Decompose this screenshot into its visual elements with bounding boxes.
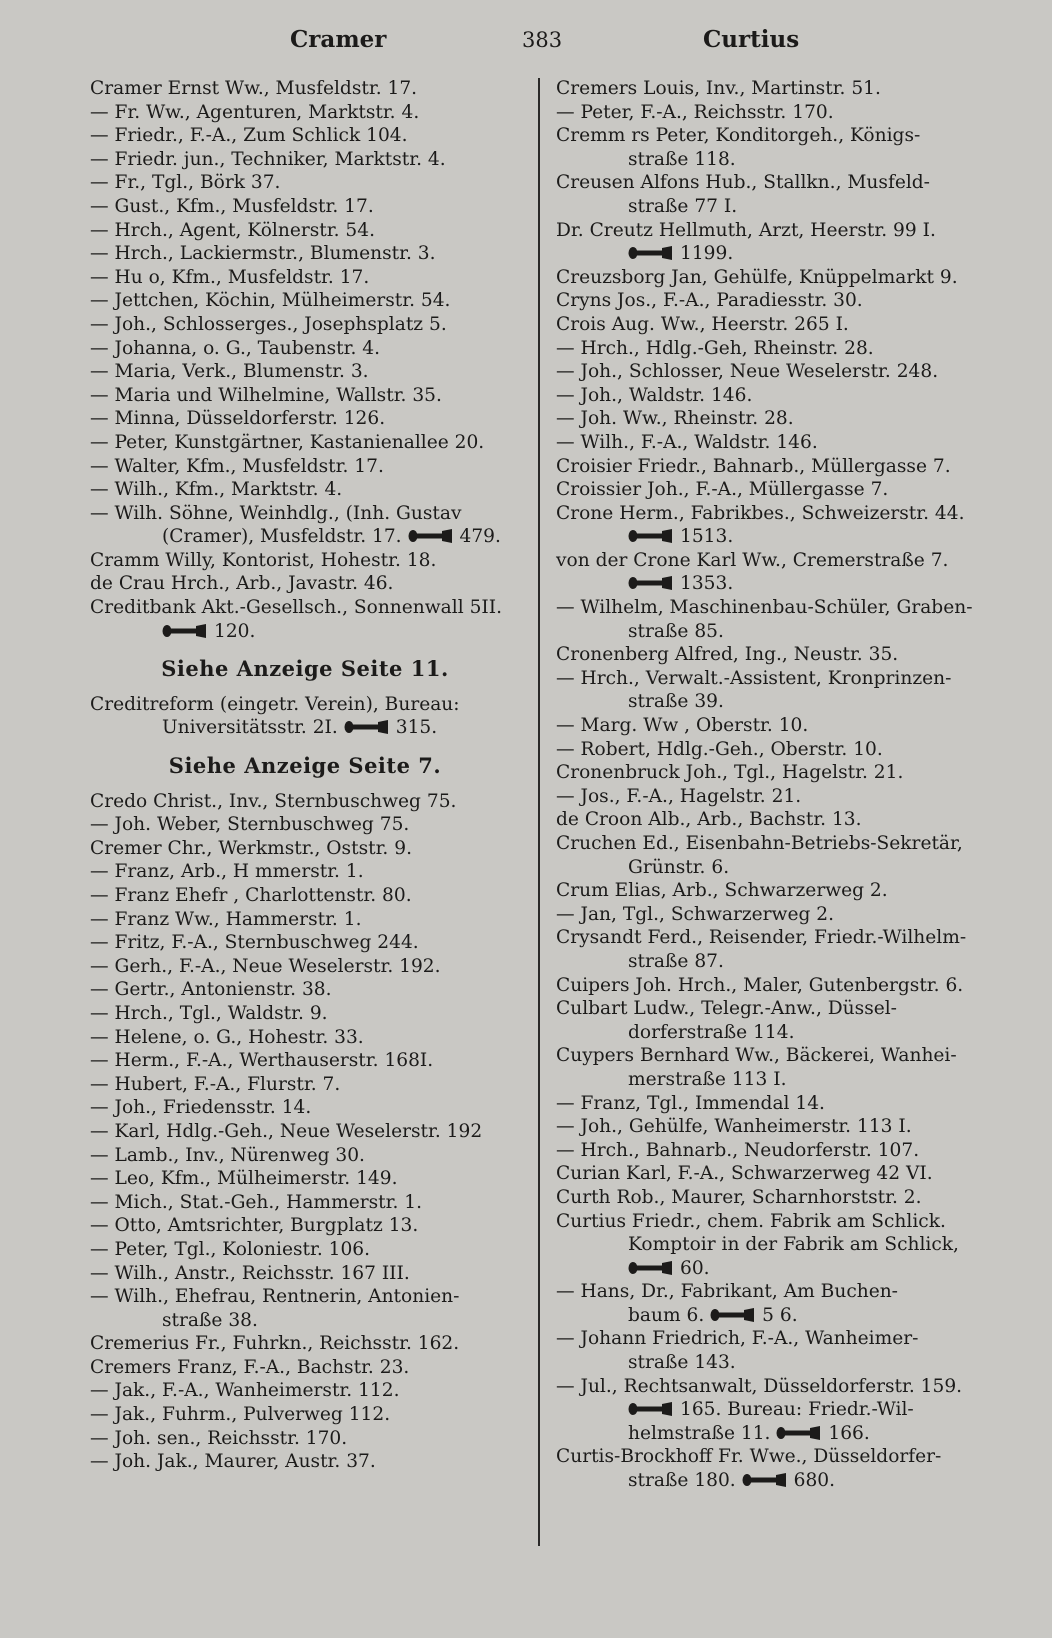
- entry-line: — Peter, F.-A., Reichsstr. 170.: [556, 101, 834, 123]
- entry-continuation-line: straße 38.: [162, 1309, 258, 1331]
- entry-line: Crone Herm., Fabrikbes., Schweizerstr. 44.: [556, 502, 965, 524]
- entry-line: — Leo, Kfm., Mülheimerstr. 149.: [90, 1168, 398, 1190]
- directory-entry: [556, 832, 986, 879]
- entry-line: — Marg. Ww , Oberstr. 10.: [556, 715, 809, 737]
- entry-continuation-line: merstraße 113 I.: [628, 1068, 787, 1090]
- entry-line: Curtius Friedr., chem. Fabrik am Schlick.: [556, 1210, 946, 1232]
- entry-continuation-line: 60.: [556, 1257, 986, 1281]
- directory-entry: [90, 596, 520, 643]
- directory-entry: [556, 478, 986, 502]
- entry-line: — Friedr. jun., Techniker, Marktstr. 4.: [90, 148, 446, 170]
- directory-entry: [90, 1356, 520, 1380]
- directory-entry: [556, 101, 986, 125]
- directory-entry: [556, 997, 986, 1044]
- telephone-icon: [162, 624, 208, 638]
- telephone-icon: [776, 1426, 822, 1440]
- directory-entry: [556, 974, 986, 998]
- entry-line: Cramm Willy, Kontorist, Hohestr. 18.: [90, 549, 437, 571]
- directory-entry: [90, 171, 520, 195]
- directory-entry: [90, 455, 520, 479]
- directory-entry: [90, 1096, 520, 1120]
- entry-line: — Hubert, F.-A., Flurstr. 7.: [90, 1073, 341, 1095]
- entry-line: — Joh. Ww., Rheinstr. 28.: [556, 408, 794, 430]
- entry-line: — Wilh., F.-A., Waldstr. 146.: [556, 431, 818, 453]
- entry-continuation-line: straße 77 I.: [628, 195, 738, 217]
- entry-line: — Wilh., Anstr., Reichsstr. 167 III.: [90, 1262, 410, 1284]
- entry-line: Cremer Chr., Werkmstr., Oststr. 9.: [90, 837, 412, 859]
- entry-continuation-line: baum 6. 5 6.: [628, 1304, 798, 1326]
- entry-line: — Gust., Kfm., Musfeldstr. 17.: [90, 195, 374, 217]
- entry-line: Crum Elias, Arb., Schwarzerweg 2.: [556, 880, 888, 902]
- directory-entry: [90, 1450, 520, 1474]
- directory-entry: [90, 1120, 520, 1144]
- entry-continuation-line: straße 39.: [628, 691, 724, 713]
- entry-line: — Lamb., Inv., Nürenweg 30.: [90, 1144, 365, 1166]
- entry-line: — Wilh., Kfm., Marktstr. 4.: [90, 479, 343, 501]
- directory-entry: [556, 926, 986, 973]
- directory-entry: [90, 908, 520, 932]
- directory-entry: [556, 903, 986, 927]
- entry-line: — Johann Friedrich, F.-A., Wanheimer-: [556, 1328, 919, 1350]
- directory-entry: [90, 931, 520, 955]
- entry-line: Cuipers Joh. Hrch., Maler, Gutenbergstr. 6.: [556, 974, 964, 996]
- entry-line: — Gertr., Antonienstr. 38.: [90, 979, 332, 1001]
- directory-entry: [556, 643, 986, 667]
- entry-line: — Wilh., Ehefrau, Rentnerin, Antonien-: [90, 1286, 460, 1308]
- entry-continuation-line: Universitätsstr. 2I. 315.: [162, 717, 438, 739]
- entry-line: Curian Karl, F.-A., Schwarzerweg 42 VI.: [556, 1163, 933, 1185]
- directory-entry: [90, 1167, 520, 1191]
- entry-line: — Karl, Hdlg.-Geh., Neue Weselerstr. 192: [90, 1120, 483, 1142]
- directory-entry: [90, 1332, 520, 1356]
- entry-line: Cruchen Ed., Eisenbahn-Betriebs-Sekretär,: [556, 833, 963, 854]
- directory-entry: [90, 693, 520, 740]
- directory-entry: [90, 1403, 520, 1427]
- entry-line: — Hrch., Verwalt.-Assistent, Kronprinzen-: [556, 667, 952, 689]
- entry-continuation-line: 1199.: [556, 242, 986, 266]
- entry-line: Dr. Creutz Hellmuth, Arzt, Heerstr. 99 I.: [556, 219, 936, 241]
- entry-line: — Walter, Kfm., Musfeldstr. 17.: [90, 455, 384, 477]
- entry-line: — Peter, Tgl., Koloniestr. 106.: [90, 1238, 371, 1260]
- directory-entry: [556, 1115, 986, 1139]
- telephone-icon: [628, 1261, 674, 1275]
- directory-entry: [90, 1379, 520, 1403]
- entry-continuation-line: dorferstraße 114.: [628, 1021, 795, 1043]
- telephone-icon: [710, 1308, 756, 1322]
- directory-entry: [90, 266, 520, 290]
- entry-continuation-line: straße 85.: [628, 620, 724, 642]
- entry-line: — Joh., Schlosser, Neue Weselerstr. 248.: [556, 361, 939, 383]
- entry-line: — Fritz, F.-A., Sternbuschweg 244.: [90, 932, 419, 954]
- entry-line: Cryns Jos., F.-A., Paradiesstr. 30.: [556, 290, 863, 312]
- entry-line: Creusen Alfons Hub., Stallkn., Musfeld-: [556, 172, 930, 194]
- telephone-icon: [628, 576, 674, 590]
- directory-entry: [556, 879, 986, 903]
- directory-entry: [556, 1139, 986, 1163]
- directory-entry: [90, 1144, 520, 1168]
- directory-entry: [90, 860, 520, 884]
- entry-line: Cronenberg Alfred, Ing., Neustr. 35.: [556, 644, 899, 666]
- directory-entry: [556, 455, 986, 479]
- directory-entry: [556, 1186, 986, 1210]
- entry-line: Curth Rob., Maurer, Scharnhorststr. 2.: [556, 1186, 922, 1208]
- entry-line: Creuzsborg Jan, Gehülfe, Knüppelmarkt 9.: [556, 266, 958, 288]
- directory-entry: [556, 171, 986, 218]
- directory-entry: [90, 337, 520, 361]
- column-divider: [538, 78, 540, 1546]
- directory-entry: [556, 337, 986, 361]
- directory-entry: [90, 124, 520, 148]
- entry-line: — Herm., F.-A., Werthauserstr. 168I.: [90, 1050, 434, 1072]
- entry-line: Cremers Franz, F.-A., Bachstr. 23.: [90, 1356, 410, 1378]
- directory-entry: [90, 242, 520, 266]
- directory-entry: [556, 549, 986, 596]
- directory-entry: [90, 313, 520, 337]
- directory-entry: [556, 1327, 986, 1374]
- directory-entry: [90, 148, 520, 172]
- directory-entry: [556, 1162, 986, 1186]
- directory-entry: [90, 1026, 520, 1050]
- entry-line: — Franz, Tgl., Immendal 14.: [556, 1092, 825, 1114]
- entry-line: — Joh. Jak., Maurer, Austr. 37.: [90, 1451, 376, 1473]
- entry-line: — Otto, Amtsrichter, Burgplatz 13.: [90, 1215, 419, 1237]
- entry-continuation-line: 1353.: [556, 572, 986, 596]
- entry-line: — Jul., Rechtsanwalt, Düsseldorferstr. 159.: [556, 1375, 963, 1397]
- entry-line: Croisier Friedr., Bahnarb., Müllergasse 7.: [556, 455, 951, 477]
- advertisement-reference: Siehe Anzeige Seite 11.: [161, 656, 449, 682]
- entry-line: Cronenbruck Joh., Tgl., Hagelstr. 21.: [556, 762, 904, 784]
- directory-entry: [90, 790, 520, 814]
- entry-line: — Jak., Fuhrm., Pulverweg 112.: [90, 1404, 391, 1426]
- entry-continuation-line: 120.: [90, 620, 520, 644]
- entry-continuation-line: 1513.: [556, 525, 986, 549]
- directory-entry: [556, 407, 986, 431]
- entry-line: — Hu o, Kfm., Musfeldstr. 17.: [90, 266, 370, 288]
- entry-line: Croissier Joh., F.-A., Müllergasse 7.: [556, 479, 889, 501]
- directory-entry: [90, 1191, 520, 1215]
- advertisement-reference: Siehe Anzeige Seite 7.: [168, 753, 442, 779]
- entry-continuation-line: 165. Bureau: Friedr.-Wil-: [556, 1398, 986, 1422]
- directory-entry: [90, 431, 520, 455]
- directory-entry: [90, 1285, 520, 1332]
- directory-entry: [90, 1214, 520, 1238]
- directory-entry: [90, 384, 520, 408]
- entry-line: — Johanna, o. G., Taubenstr. 4.: [90, 337, 380, 359]
- directory-entry: [90, 884, 520, 908]
- directory-entry: [90, 1238, 520, 1262]
- entry-line: Cramer Ernst Ww., Musfeldstr. 17.: [90, 78, 418, 99]
- entry-line: de Croon Alb., Arb., Bachstr. 13.: [556, 809, 862, 831]
- directory-entry: [556, 1280, 986, 1327]
- entry-line: — Joh. sen., Reichsstr. 170.: [90, 1427, 348, 1449]
- entry-line: — Franz Ehefr , Charlottenstr. 80.: [90, 885, 412, 906]
- header-left-keyword: Cramer: [290, 26, 387, 53]
- entry-line: — Jan, Tgl., Schwarzerweg 2.: [556, 903, 834, 925]
- entry-line: — Minna, Düsseldorferstr. 126.: [90, 408, 386, 430]
- entry-line: de Crau Hrch., Arb., Javastr. 46.: [90, 573, 394, 595]
- telephone-icon: [628, 1402, 674, 1416]
- page-number: 383: [522, 28, 563, 52]
- left-column: [90, 77, 520, 1474]
- entry-continuation-line: Komptoir in der Fabrik am Schlick,: [628, 1234, 959, 1256]
- directory-entry: [90, 1073, 520, 1097]
- directory-entry: [556, 785, 986, 809]
- directory-entry: [556, 1445, 986, 1492]
- directory-entry: [90, 77, 520, 101]
- directory-entry: [90, 1002, 520, 1026]
- entry-line: Creditreform (eingetr. Verein), Bureau:: [90, 693, 460, 715]
- entry-line: von der Crone Karl Ww., Cremerstraße 7.: [556, 549, 949, 571]
- entry-line: — Maria und Wilhelmine, Wallstr. 35.: [90, 384, 442, 406]
- entry-line: — Joh., Gehülfe, Wanheimerstr. 113 I.: [556, 1116, 912, 1138]
- entry-line: Culbart Ludw., Telegr.-Anw., Düssel-: [556, 998, 897, 1020]
- entry-line: Cremers Louis, Inv., Martinstr. 51.: [556, 78, 881, 99]
- entry-line: Cremerius Fr., Fuhrkn., Reichsstr. 162.: [90, 1333, 460, 1355]
- directory-entry: [556, 761, 986, 785]
- directory-entry: [90, 289, 520, 313]
- directory-entry: [556, 1092, 986, 1116]
- directory-entry: [556, 124, 986, 171]
- entry-line: Crysandt Ferd., Reisender, Friedr.-Wilhelm-: [556, 927, 967, 949]
- directory-entry: [90, 549, 520, 573]
- entry-line: — Hrch., Hdlg.-Geh, Rheinstr. 28.: [556, 337, 874, 359]
- directory-entry: [90, 1049, 520, 1073]
- entry-continuation-line: straße 180. 680.: [628, 1470, 836, 1492]
- telephone-icon: [628, 529, 674, 543]
- directory-entry: [90, 101, 520, 125]
- directory-entry: [556, 266, 986, 290]
- entry-line: — Hrch., Bahnarb., Neudorferstr. 107.: [556, 1139, 920, 1161]
- page-header: [0, 26, 1052, 62]
- entry-continuation-line: (Cramer), Musfeldstr. 17. 479.: [162, 526, 501, 548]
- entry-line: — Robert, Hdlg.-Geh., Oberstr. 10.: [556, 738, 883, 760]
- directory-entry: [90, 195, 520, 219]
- directory-entry: [556, 667, 986, 714]
- directory-entry: [90, 813, 520, 837]
- entry-line: — Wilhelm, Maschinenbau-Schüler, Graben-: [556, 597, 973, 619]
- entry-line: — Joh., Waldstr. 146.: [556, 384, 753, 406]
- entry-continuation-line: helmstraße 11. 166.: [628, 1422, 870, 1444]
- entry-line: — Helene, o. G., Hohestr. 33.: [90, 1026, 364, 1048]
- entry-line: — Hrch., Agent, Kölnerstr. 54.: [90, 219, 375, 241]
- directory-entry: [90, 219, 520, 243]
- entry-line: — Joh., Schlosserges., Josephsplatz 5.: [90, 313, 447, 335]
- directory-entry: [90, 360, 520, 384]
- telephone-icon: [344, 720, 390, 734]
- entry-line: Credo Christ., Inv., Sternbuschweg 75.: [90, 790, 457, 812]
- entry-line: — Franz Ww., Hammerstr. 1.: [90, 908, 362, 930]
- entry-line: — Jak., F.-A., Wanheimerstr. 112.: [90, 1380, 400, 1402]
- entry-line: — Franz, Arb., H mmerstr. 1.: [90, 861, 364, 883]
- directory-entry: [90, 407, 520, 431]
- right-column: [556, 77, 986, 1493]
- directory-entry: [556, 384, 986, 408]
- entry-line: — Fr., Tgl., Börk 37.: [90, 172, 281, 194]
- entry-line: Cuypers Bernhard Ww., Bäckerei, Wanhei-: [556, 1045, 957, 1067]
- directory-entry: [556, 714, 986, 738]
- entry-line: Crois Aug. Ww., Heerstr. 265 I.: [556, 313, 849, 335]
- directory-entry: [90, 572, 520, 596]
- directory-entry: [556, 289, 986, 313]
- entry-line: — Gerh., F.-A., Neue Weselerstr. 192.: [90, 955, 441, 977]
- entry-line: — Mich., Stat.-Geh., Hammerstr. 1.: [90, 1191, 423, 1213]
- entry-line: — Joh. Weber, Sternbuschweg 75.: [90, 814, 410, 836]
- directory-entry: [556, 1210, 986, 1281]
- directory-entry: [556, 596, 986, 643]
- entry-line: — Joh., Friedensstr. 14.: [90, 1097, 312, 1119]
- directory-entry: [556, 808, 986, 832]
- entry-line: — Maria, Verk., Blumenstr. 3.: [90, 361, 369, 383]
- telephone-icon: [742, 1473, 788, 1487]
- directory-entry: [556, 219, 986, 266]
- telephone-icon: [408, 529, 454, 543]
- entry-line: — Jos., F.-A., Hagelstr. 21.: [556, 785, 802, 807]
- directory-entry: [556, 1375, 986, 1446]
- directory-entry: [90, 478, 520, 502]
- entry-line: — Fr. Ww., Agenturen, Marktstr. 4.: [90, 101, 420, 123]
- directory-entry: [556, 502, 986, 549]
- telephone-icon: [628, 246, 674, 260]
- header-right-keyword: Curtius: [703, 26, 800, 53]
- entry-line: Creditbank Akt.-Gesellsch., Sonnenwall 5II.: [90, 597, 502, 619]
- directory-entry: [90, 1427, 520, 1451]
- entry-line: — Peter, Kunstgärtner, Kastanienallee 20.: [90, 431, 485, 453]
- directory-entry: [556, 1044, 986, 1091]
- entry-line: Curtis-Brockhoff Fr. Wwe., Düsseldorfer-: [556, 1446, 942, 1468]
- entry-line: — Wilh. Söhne, Weinhdlg., (Inh. Gustav: [90, 502, 462, 524]
- directory-entry: [90, 1262, 520, 1286]
- directory-entry: [90, 955, 520, 979]
- entry-line: — Jettchen, Köchin, Mülheimerstr. 54.: [90, 290, 451, 312]
- entry-continuation-line: straße 143.: [628, 1352, 736, 1374]
- entry-line: Cremm rs Peter, Konditorgeh., Königs-: [556, 125, 921, 147]
- directory-entry: [90, 837, 520, 861]
- directory-entry: [556, 738, 986, 762]
- entry-continuation-line: straße 87.: [628, 950, 724, 972]
- entry-line: — Hrch., Tgl., Waldstr. 9.: [90, 1002, 328, 1024]
- entry-line: — Hrch., Lackiermstr., Blumenstr. 3.: [90, 243, 436, 265]
- directory-entry: [556, 313, 986, 337]
- directory-entry: [556, 360, 986, 384]
- entry-line: — Hans, Dr., Fabrikant, Am Buchen-: [556, 1281, 898, 1303]
- entry-line: — Friedr., F.-A., Zum Schlick 104.: [90, 125, 408, 147]
- entry-continuation-line: straße 118.: [628, 148, 736, 170]
- directory-entry: [556, 77, 986, 101]
- entry-continuation-line: Grünstr. 6.: [628, 856, 730, 878]
- directory-entry: [556, 431, 986, 455]
- directory-entry: [90, 502, 520, 549]
- directory-entry: [90, 978, 520, 1002]
